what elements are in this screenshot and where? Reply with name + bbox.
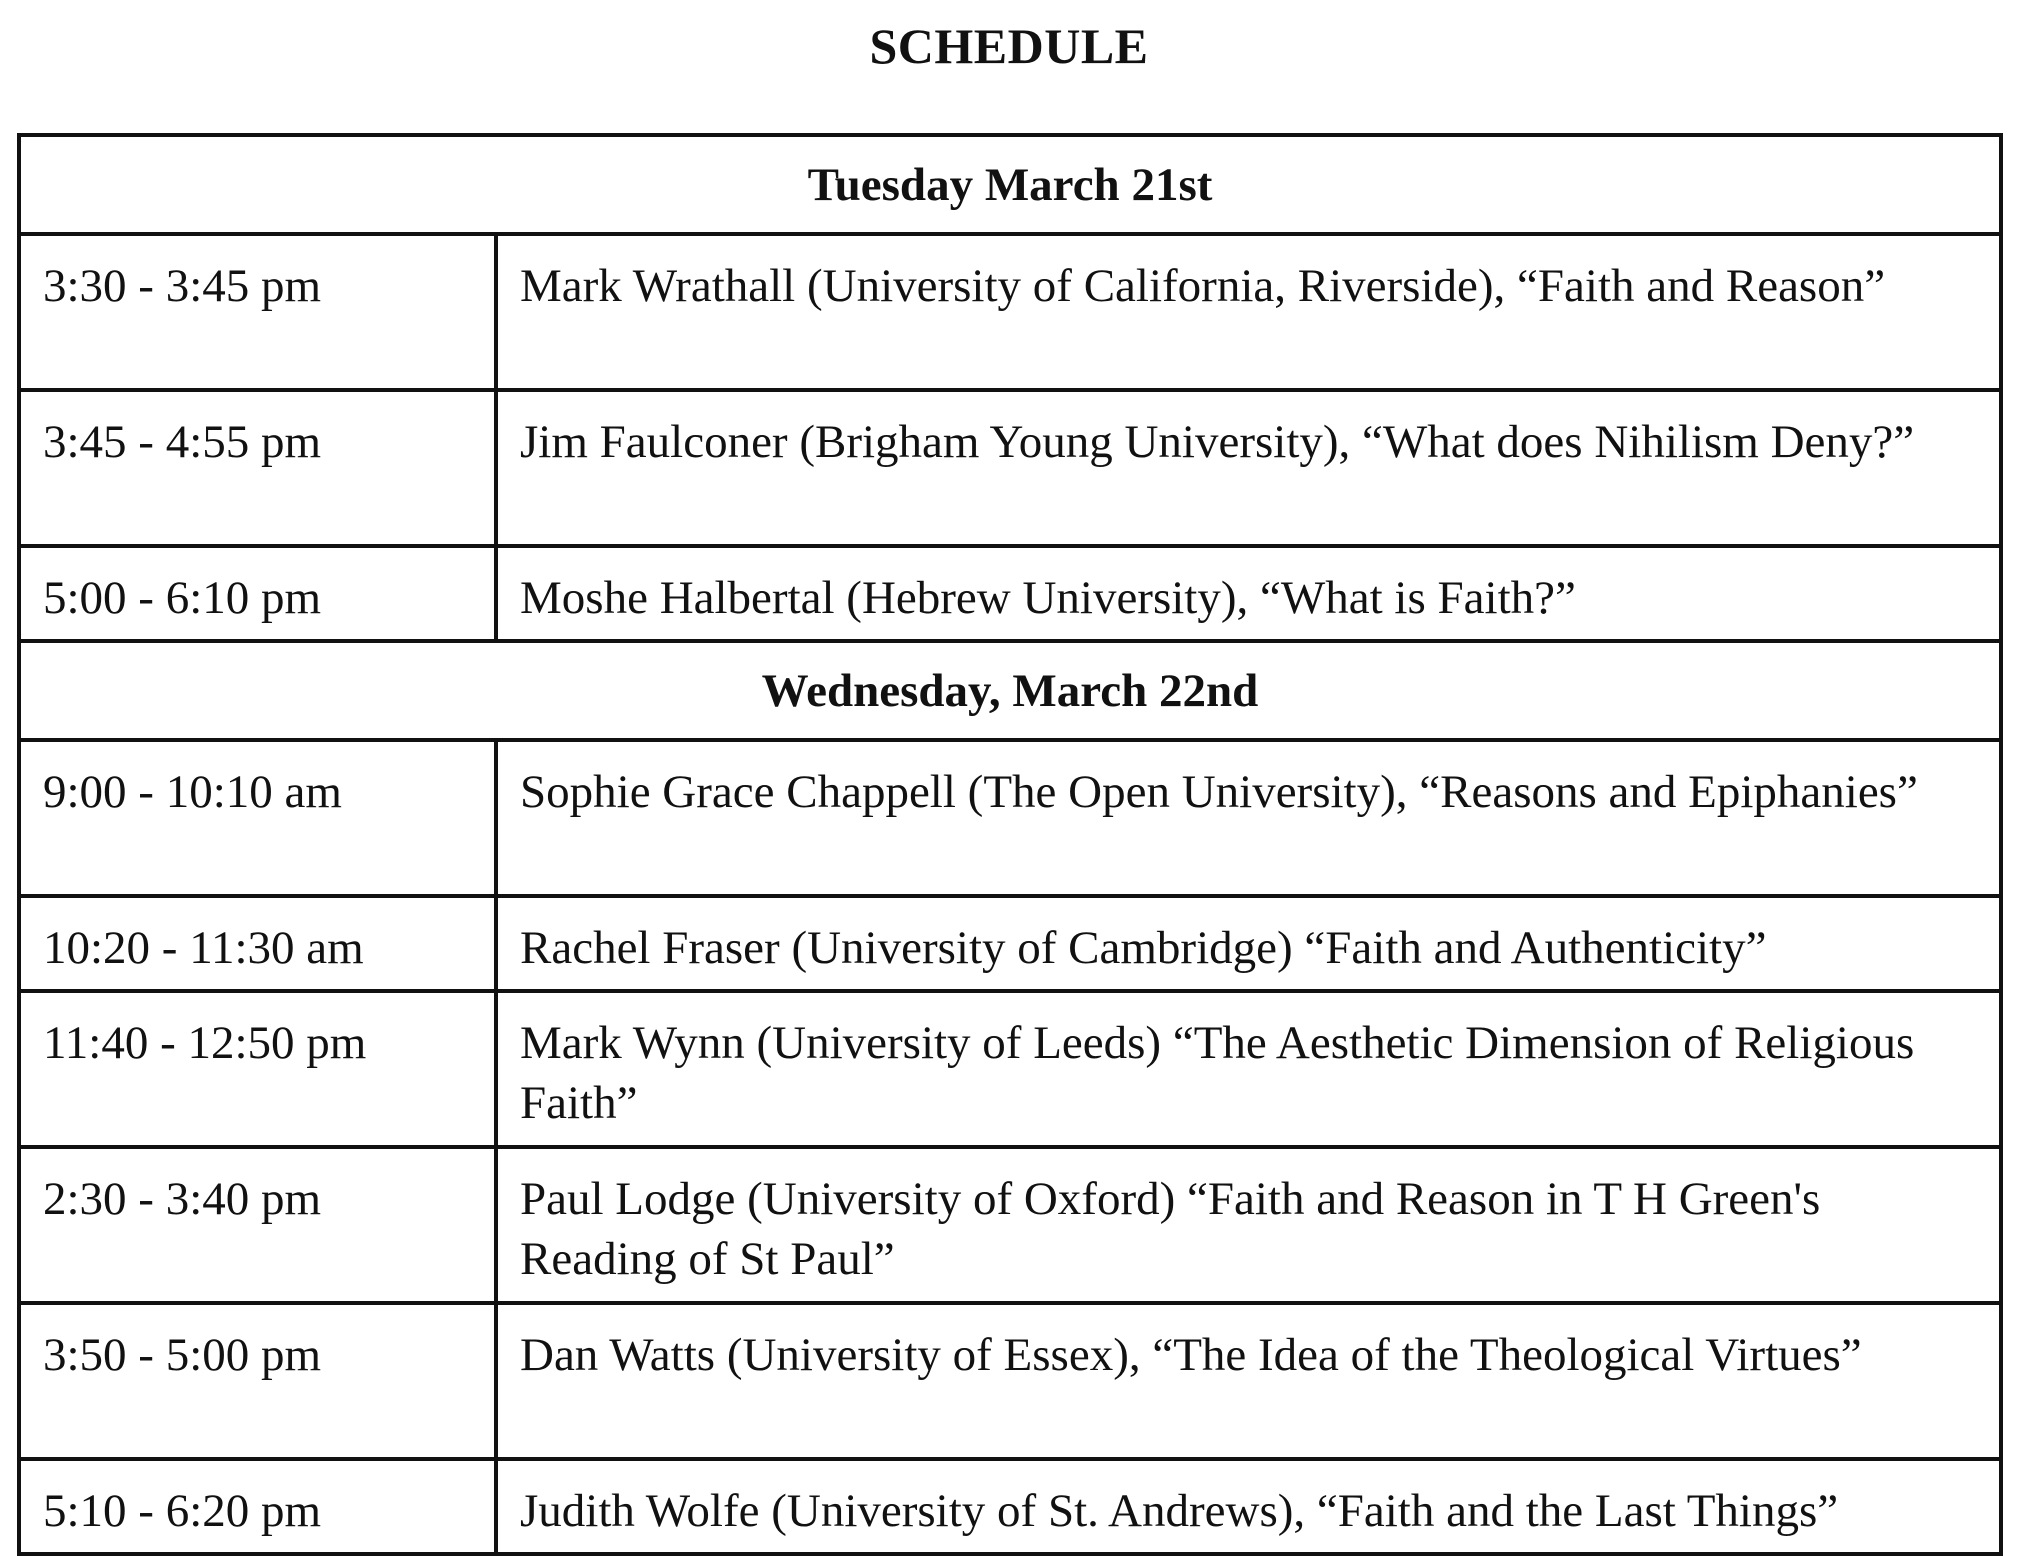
session-time: 2:30 - 3:40 pm	[19, 1147, 496, 1303]
session-time: 3:30 - 3:45 pm	[19, 234, 496, 390]
day-header-row	[19, 641, 2001, 740]
schedule-table	[17, 133, 2003, 1556]
table-row	[19, 234, 2001, 390]
table-row	[19, 1459, 2001, 1554]
table-row	[19, 991, 2001, 1147]
session-time: 11:40 - 12:50 pm	[19, 991, 496, 1147]
table-row	[19, 546, 2001, 641]
session-talk: Mark Wrathall (University of California, Riverside), “Faith and Reason”	[496, 234, 2001, 390]
session-time: 5:10 - 6:20 pm	[19, 1459, 496, 1554]
day-header-row	[19, 135, 2001, 234]
session-talk: Judith Wolfe (University of St. Andrews), “Faith and the Last Things”	[496, 1459, 2001, 1554]
session-time: 3:50 - 5:00 pm	[19, 1303, 496, 1459]
session-talk: Sophie Grace Chappell (The Open University), “Reasons and Epiphanies”	[496, 740, 2001, 896]
table-row	[19, 740, 2001, 896]
session-time: 10:20 - 11:30 am	[19, 896, 496, 991]
table-row	[19, 390, 2001, 546]
session-talk: Rachel Fraser (University of Cambridge) “Faith and Authenticity”	[496, 896, 2001, 991]
session-time: 5:00 - 6:10 pm	[19, 546, 496, 641]
session-talk: Moshe Halbertal (Hebrew University), “What is Faith?”	[496, 546, 2001, 641]
table-row	[19, 896, 2001, 991]
session-talk: Dan Watts (University of Essex), “The Idea of the Theological Virtues”	[496, 1303, 2001, 1459]
table-row	[19, 1303, 2001, 1459]
day-heading: Tuesday March 21st	[19, 135, 2001, 234]
session-time: 3:45 - 4:55 pm	[19, 390, 496, 546]
table-row	[19, 1147, 2001, 1303]
session-talk: Mark Wynn (University of Leeds) “The Aesthetic Dimension of Religious Faith”	[496, 991, 2001, 1147]
session-talk: Jim Faulconer (Brigham Young University), “What does Nihilism Deny?”	[496, 390, 2001, 546]
session-talk: Paul Lodge (University of Oxford) “Faith and Reason in T H Green's Reading of St Paul”	[496, 1147, 2001, 1303]
day-heading: Wednesday, March 22nd	[19, 641, 2001, 740]
page-title: SCHEDULE	[869, 18, 1149, 74]
session-time: 9:00 - 10:10 am	[19, 740, 496, 896]
